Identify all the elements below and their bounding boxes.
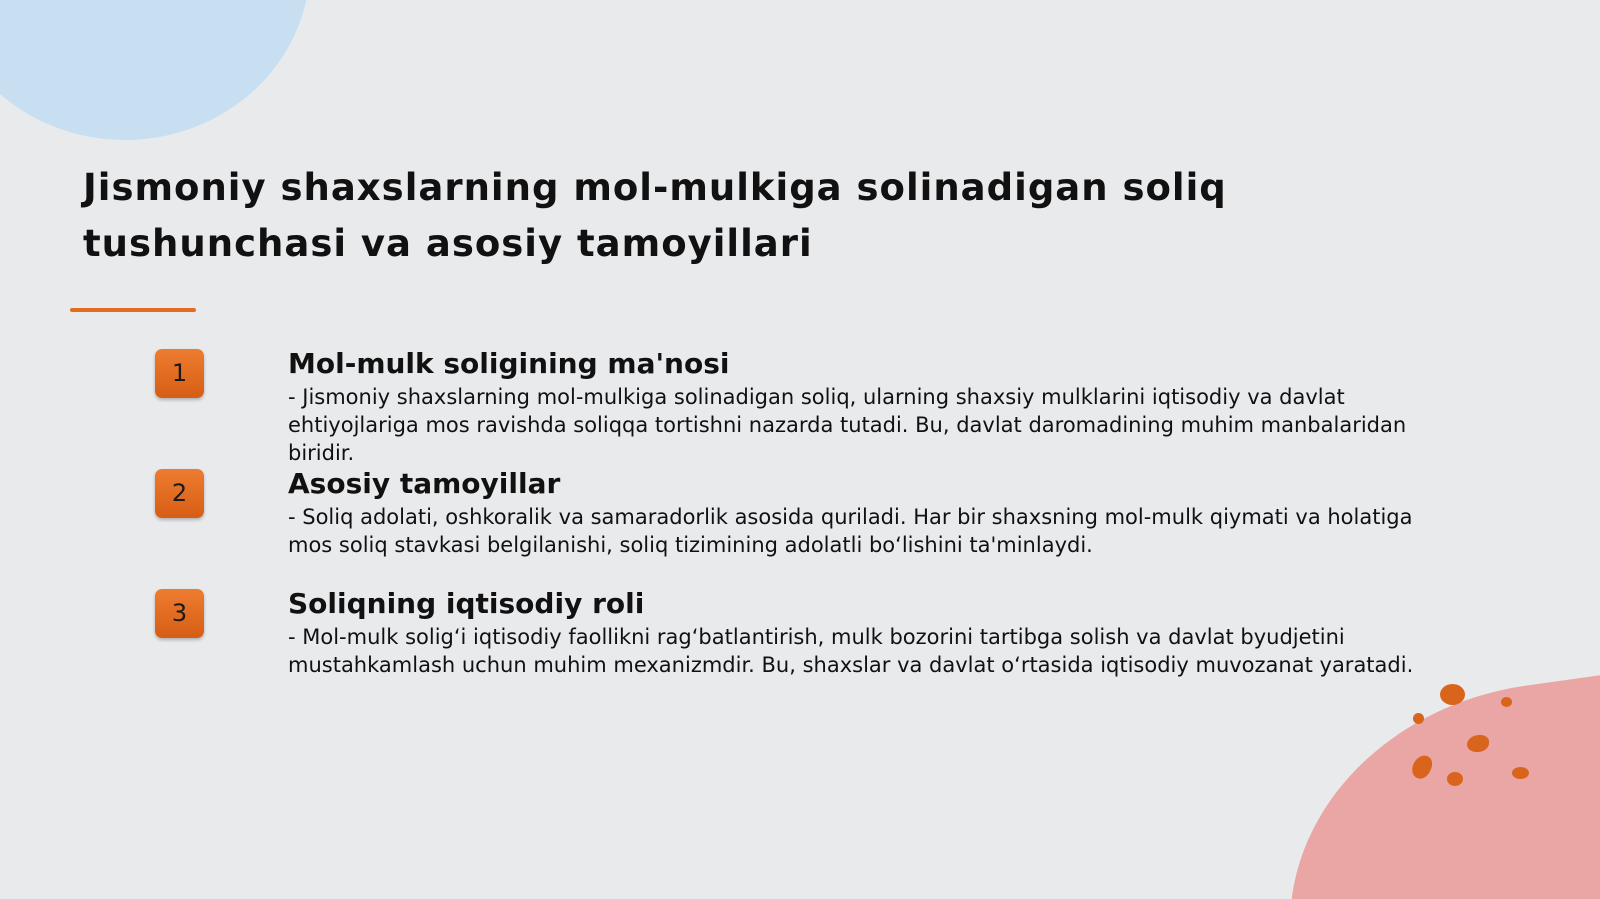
number-badge: 1 xyxy=(155,349,204,398)
item-body: - Jismoniy shaxslarning mol-mulkiga solinadigan soliq, ularning shaxsiy mulklarini iqtisodiy va davlat ehtiyojlariga mos ravishda soliqqa tortishni nazarda tutadi. Bu, davlat daromadining muhim manbalaridan biridir. xyxy=(288,385,1407,465)
title-underline xyxy=(70,308,196,312)
item-heading: Mol-mulk soligining ma'nosi xyxy=(288,347,730,380)
decorative-pink-blob xyxy=(1260,645,1600,899)
item-heading: Asosiy tamoyillar xyxy=(288,467,561,500)
decorative-dot xyxy=(1501,697,1512,707)
item-body: - Mol-mulk solig‘i iqtisodiy faollikni rag‘batlantirish, mulk bozorini tartibga solish va davlat byudjetini mustahkamlash uchun muhim mexanizmdir. Bu, shaxslar va davlat o‘rtasida iqtisodiy muvozanat yaratadi. xyxy=(288,625,1414,677)
decorative-dot xyxy=(1447,772,1463,786)
number-badge: 3 xyxy=(155,589,204,638)
item-body: - Soliq adolati, oshkoralik va samaradorlik asosida quriladi. Har bir shaxsning mol-mulk qiymati va holatiga mos soliq stavkasi belgilanishi, soliq tizimining adolatli bo‘lishini ta'minlaydi. xyxy=(288,505,1413,557)
number-badge: 2 xyxy=(155,469,204,518)
decorative-dot xyxy=(1413,713,1424,724)
slide-title: Jismoniy shaxslarning mol-mulkiga solinadigan soliq tushunchasi va asosiy tamoyillari xyxy=(83,166,1227,265)
decorative-dot xyxy=(1512,767,1529,779)
decorative-dot xyxy=(1440,684,1465,705)
decorative-blue-blob xyxy=(0,0,310,140)
item-heading: Soliqning iqtisodiy roli xyxy=(288,587,645,620)
